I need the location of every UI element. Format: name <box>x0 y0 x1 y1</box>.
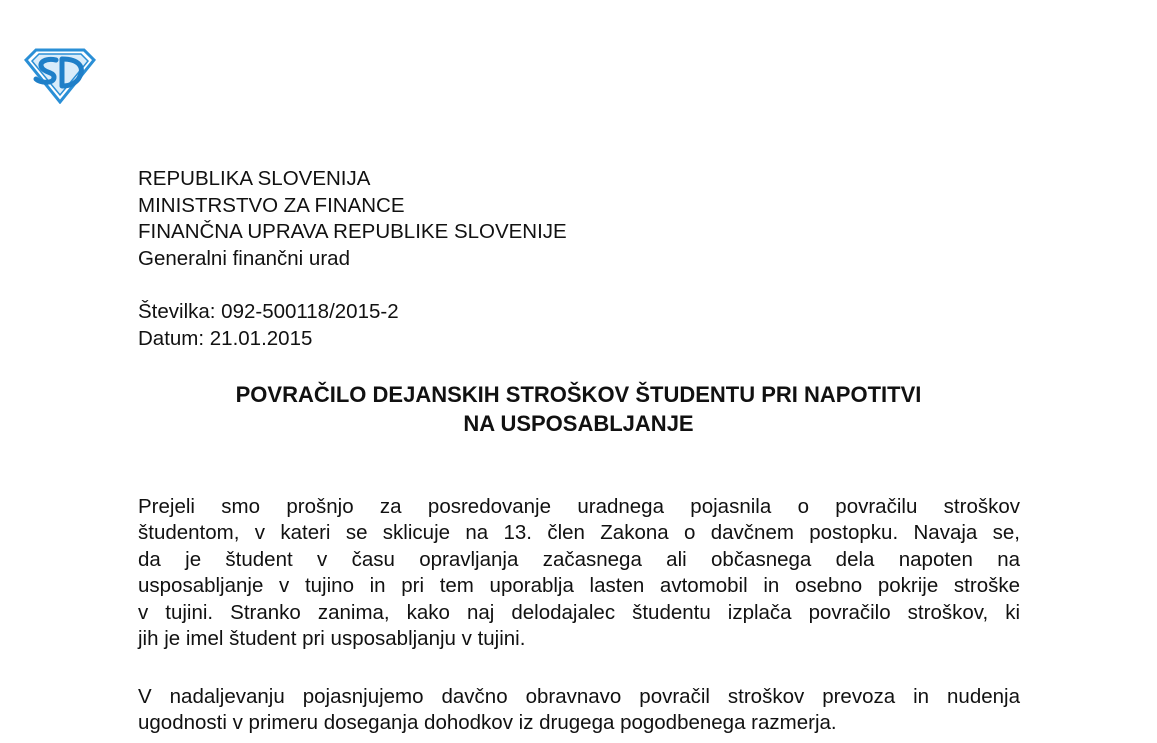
body-paragraph-2 <box>138 684 1020 737</box>
paragraph-line: študentom, v kateri se sklicuje na 13. člen Zakona o davčnem postopku. Navaja se, <box>138 521 1020 545</box>
document-number: Številka: 092-500118/2015-2 <box>138 300 399 323</box>
title-line-1: POVRAČILO DEJANSKIH STROŠKOV ŠTUDENTU PRI NAPOTITVI <box>235 382 922 407</box>
header-line-ministry: MINISTRSTVO ZA FINANCE <box>138 193 405 217</box>
document-date: Datum: 21.01.2015 <box>138 326 313 350</box>
title-line-2: NA USPOSABLJANJE <box>463 411 694 436</box>
document-title <box>0 380 1157 438</box>
paragraph-line: Prejeli smo prošnjo za posredovanje uradnega pojasnila o povračilu stroškov <box>138 495 1020 518</box>
header-line-office: Generalni finančni urad <box>138 246 350 270</box>
paragraph-line: v tujini. Stranko zanima, kako naj delodajalec študentu izplača povračilo stroškov, ki <box>138 600 1020 624</box>
paragraph-line: usposabljanje v tujino in pri tem uporablja lasten avtomobil in osebno pokrije stroške <box>138 574 1020 598</box>
paragraph-line: V nadaljevanju pojasnjujemo davčno obravnavo povračil stroškov prevoza in nudenja <box>138 685 1020 708</box>
issuer-header <box>138 166 567 272</box>
paragraph-line: jih je imel študent pri usposabljanju v tujini. <box>138 627 526 651</box>
header-line-financial-administration: FINANČNA UPRAVA REPUBLIKE SLOVENIJE <box>138 220 567 243</box>
document-meta <box>138 299 399 352</box>
body-paragraph-1 <box>138 494 1020 652</box>
header-line-republic: REPUBLIKA SLOVENIJA <box>138 167 371 190</box>
paragraph-line: da je študent v času opravljanja začasnega ali občasnega dela napoten na <box>138 547 1020 571</box>
sd-shield-logo-icon <box>22 46 96 104</box>
paragraph-line: ugodnosti v primeru doseganja dohodkov iz drugega pogodbenega razmerja. <box>138 711 837 735</box>
